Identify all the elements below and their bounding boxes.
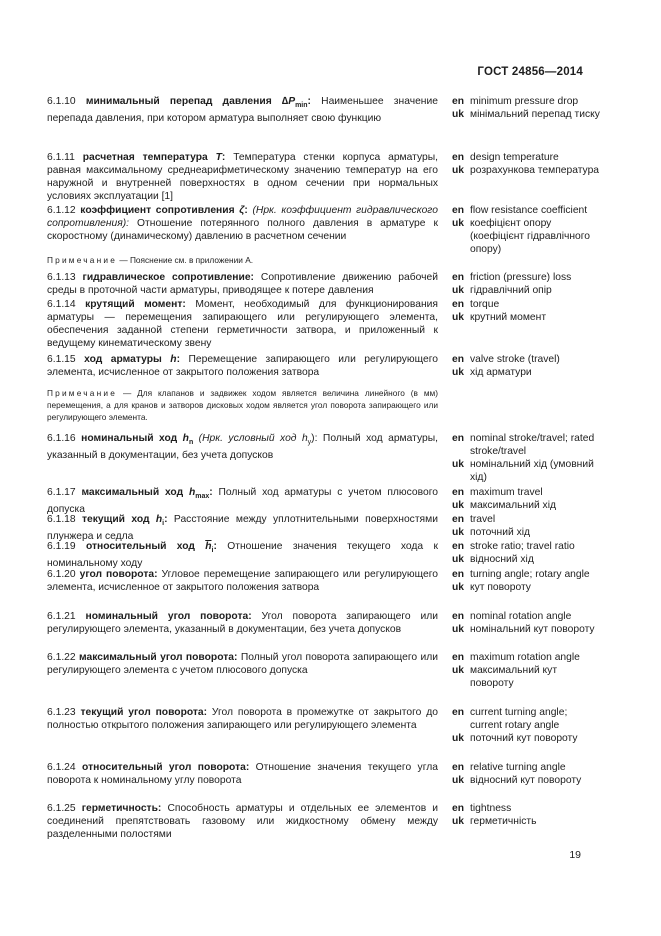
term-translations: en design temperature uk розрахункова температура	[452, 152, 600, 177]
term-translations: en current turning angle; current rotary angle uk поточний кут повороту	[452, 707, 578, 745]
term-translations: en maximum rotation angle uk максимальний кут повороту	[452, 652, 580, 690]
term-definition: 6.1.24 относительный угол поворота: Отношение значения текущего угла поворота к номинальному углу поворота	[47, 762, 438, 787]
term-definition: 6.1.17 максимальный ход $h_{max}$: Полный ход арматуры с учетом плюсового допуска	[47, 487, 438, 516]
term-definition: 6.1.20 угол поворота: Угловое перемещение запирающего или регулирующего элемента, исчисленное от закрытого положения затвора	[47, 569, 438, 594]
page-number: 19	[569, 849, 581, 861]
term-translations: en minimum pressure drop uk мінімальний перепад тиску	[452, 96, 600, 121]
term-translations: en travel uk поточний хід	[452, 514, 531, 539]
term-definition: 6.1.21 номинальный угол поворота: Угол поворота запирающего или регулирующего элемента, указанный в документации, без учета допусков	[47, 611, 438, 636]
term-translations: en flow resistance coefficient uk коефіцієнт опору (коефіцієнт гідравлічного опору)	[452, 205, 591, 256]
term-definition: 6.1.13 гидравлическое сопротивление: Сопротивление движению рабочей среды в проточной части арматуры, приводящее к потере давления	[47, 272, 438, 297]
document-header: ГОСТ 24856—2014	[477, 66, 583, 78]
term-definition: 6.1.15 ход арматуры h: Перемещение запирающего или регулирующего элемента, исчисленное от закрытого положения затвора	[47, 354, 438, 379]
term-translations: en relative turning angle uk відносний кут повороту	[452, 762, 582, 787]
term-definition: 6.1.16 номинальный ход $h_n$ (Нрк. условный ход $h_y$): Полный ход арматуры, указанный в документации, без учета допусков	[47, 433, 438, 462]
term-translations: en turning angle; rotary angle uk кут повороту	[452, 569, 590, 594]
term-translations: en valve stroke (travel) uk хід арматури	[452, 354, 560, 379]
term-translations: en torque uk крутний момент	[452, 299, 547, 324]
term-definition: 6.1.14 крутящий момент: Момент, необходимый для функционирования арматуры — перемещения запирающего или регулирующего элемента, обеспечения заданной степени герметичности затвора, и приложенный к ведущему кинематическому звену	[47, 299, 438, 350]
term-translations: en nominal rotation angle uk номінальний кут повороту	[452, 611, 595, 636]
term-definition: 6.1.11 расчетная температура T: Температура стенки корпуса арматуры, равная максимальному среднеарифметическому значению температур на его наружной и внутренней поверхностях в одном сечении при нормальных условиях эксплуатации [1]	[47, 152, 438, 203]
term-translations: en stroke ratio; travel ratio uk відносний хід	[452, 541, 575, 566]
term-translations: en friction (pressure) loss uk гідравлічний опір	[452, 272, 572, 297]
term-translations: en nominal stroke/travel; rated stroke/travel uk номінальний хід (умовний хід)	[452, 433, 595, 484]
term-definition: 6.1.10 минимальный перепад давления $\Delta P_{min}$: Наименьшее значение перепада давления, при котором арматура выполняет свою функцию	[47, 96, 438, 125]
term-translations: en maximum travel uk максимальний хід	[452, 487, 557, 512]
term-definition: 6.1.25 герметичность: Способность арматуры и отдельных ее элементов и соединений препятствовать газовому или жидкостному обмену между разделенными полостями	[47, 803, 438, 841]
term-definition: 6.1.22 максимальный угол поворота: Полный угол поворота запирающего или регулирующего элемента с учетом плюсового допуска	[47, 652, 438, 677]
term-definition: 6.1.12 коэффициент сопротивления ζ: (Нрк. коэффициент гидравлического сопротивления): Отношение потерянного полного давления в арматуре к скоростному (динамическому) давлению в расчетном сечении	[47, 205, 438, 243]
note: Примечание — Пояснение см. в приложении А.	[47, 255, 254, 265]
term-translations: en tightness uk герметичність	[452, 803, 537, 828]
term-definition: 6.1.23 текущий угол поворота: Угол поворота в промежутке от закрытого до полностью открытого положения запирающего или регулирующего элемента	[47, 707, 438, 732]
term-definition: 6.1.19 относительный ход $\overline{h}_i$: Отношение значения текущего хода к номинальному ходу	[47, 541, 438, 570]
note: Примечание — Для клапанов и задвижек ходом является величина линейного (в мм) перемещения, а для кранов и затворов дисковых ходом является угол поворота запирающего или регулирующего элемента.	[47, 388, 438, 422]
term-definition: 6.1.18 текущий ход $h_i$: Расстояние между уплотнительными поверхностями плунжера и седла	[47, 514, 438, 543]
